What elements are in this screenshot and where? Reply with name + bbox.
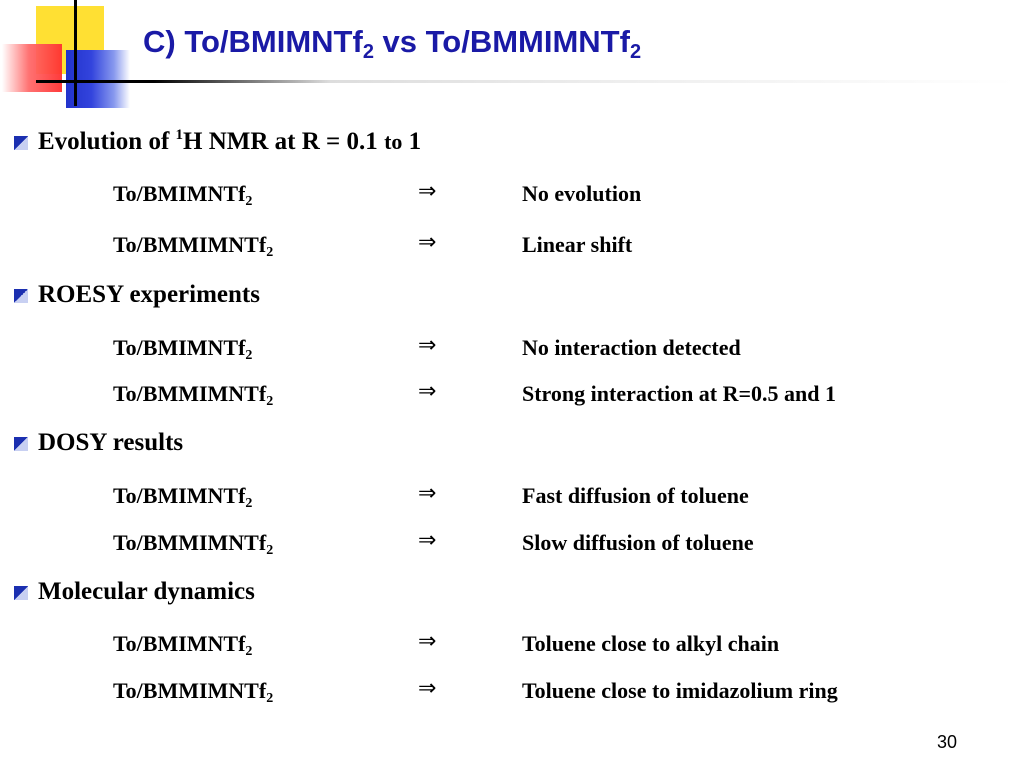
- implies-arrow-icon: ⇒: [418, 379, 437, 404]
- section-heading-dosy: DOSY results: [14, 429, 183, 457]
- result-row: To/BMIMNTf$_2$ ⇒ No evolution: [113, 179, 642, 209]
- square-bullet-icon: [14, 289, 28, 303]
- section-heading-nmr: Evolution of $^1$H NMR at R = 0.1 to 1: [14, 127, 421, 156]
- implies-arrow-icon: ⇒: [418, 230, 437, 255]
- page-number: 30: [937, 732, 958, 752]
- result-row: To/BMMIMNTf$_2$ ⇒ Toluene close to imidazolium ring: [113, 676, 838, 706]
- implies-arrow-icon: ⇒: [418, 179, 437, 204]
- slide-logo-decoration: [0, 0, 140, 110]
- result-row: To/BMMIMNTf$_2$ ⇒ Linear shift: [113, 230, 633, 260]
- result-row: To/BMMIMNTf$_2$ ⇒ Slow diffusion of toluene: [113, 528, 754, 558]
- square-bullet-icon: [14, 437, 28, 451]
- section-heading-roesy: ROESY experiments: [14, 281, 260, 309]
- implies-arrow-icon: ⇒: [418, 676, 437, 701]
- implies-arrow-icon: ⇒: [418, 481, 437, 506]
- section-heading-molecular-dynamics: Molecular dynamics: [14, 578, 255, 606]
- result-row: To/BMMIMNTf$_2$ ⇒ Strong interaction at R=0.5 and 1: [113, 379, 837, 409]
- implies-arrow-icon: ⇒: [418, 333, 437, 358]
- implies-arrow-icon: ⇒: [418, 629, 437, 654]
- logo-red-square: [2, 44, 62, 92]
- result-row: To/BMIMNTf$_2$ ⇒ Fast diffusion of toluene: [113, 481, 749, 511]
- square-bullet-icon: [14, 136, 28, 150]
- logo-vertical-line: [74, 0, 77, 106]
- title-underline: [36, 80, 1016, 83]
- result-row: To/BMIMNTf$_2$ ⇒ No interaction detected: [113, 333, 741, 363]
- implies-arrow-icon: ⇒: [418, 528, 437, 553]
- result-row: To/BMIMNTf$_2$ ⇒ Toluene close to alkyl chain: [113, 629, 780, 659]
- slide-title: C) To/BMIMNTf$_2$ vs To/BMMIMNTf$_2$: [143, 24, 642, 63]
- square-bullet-icon: [14, 586, 28, 600]
